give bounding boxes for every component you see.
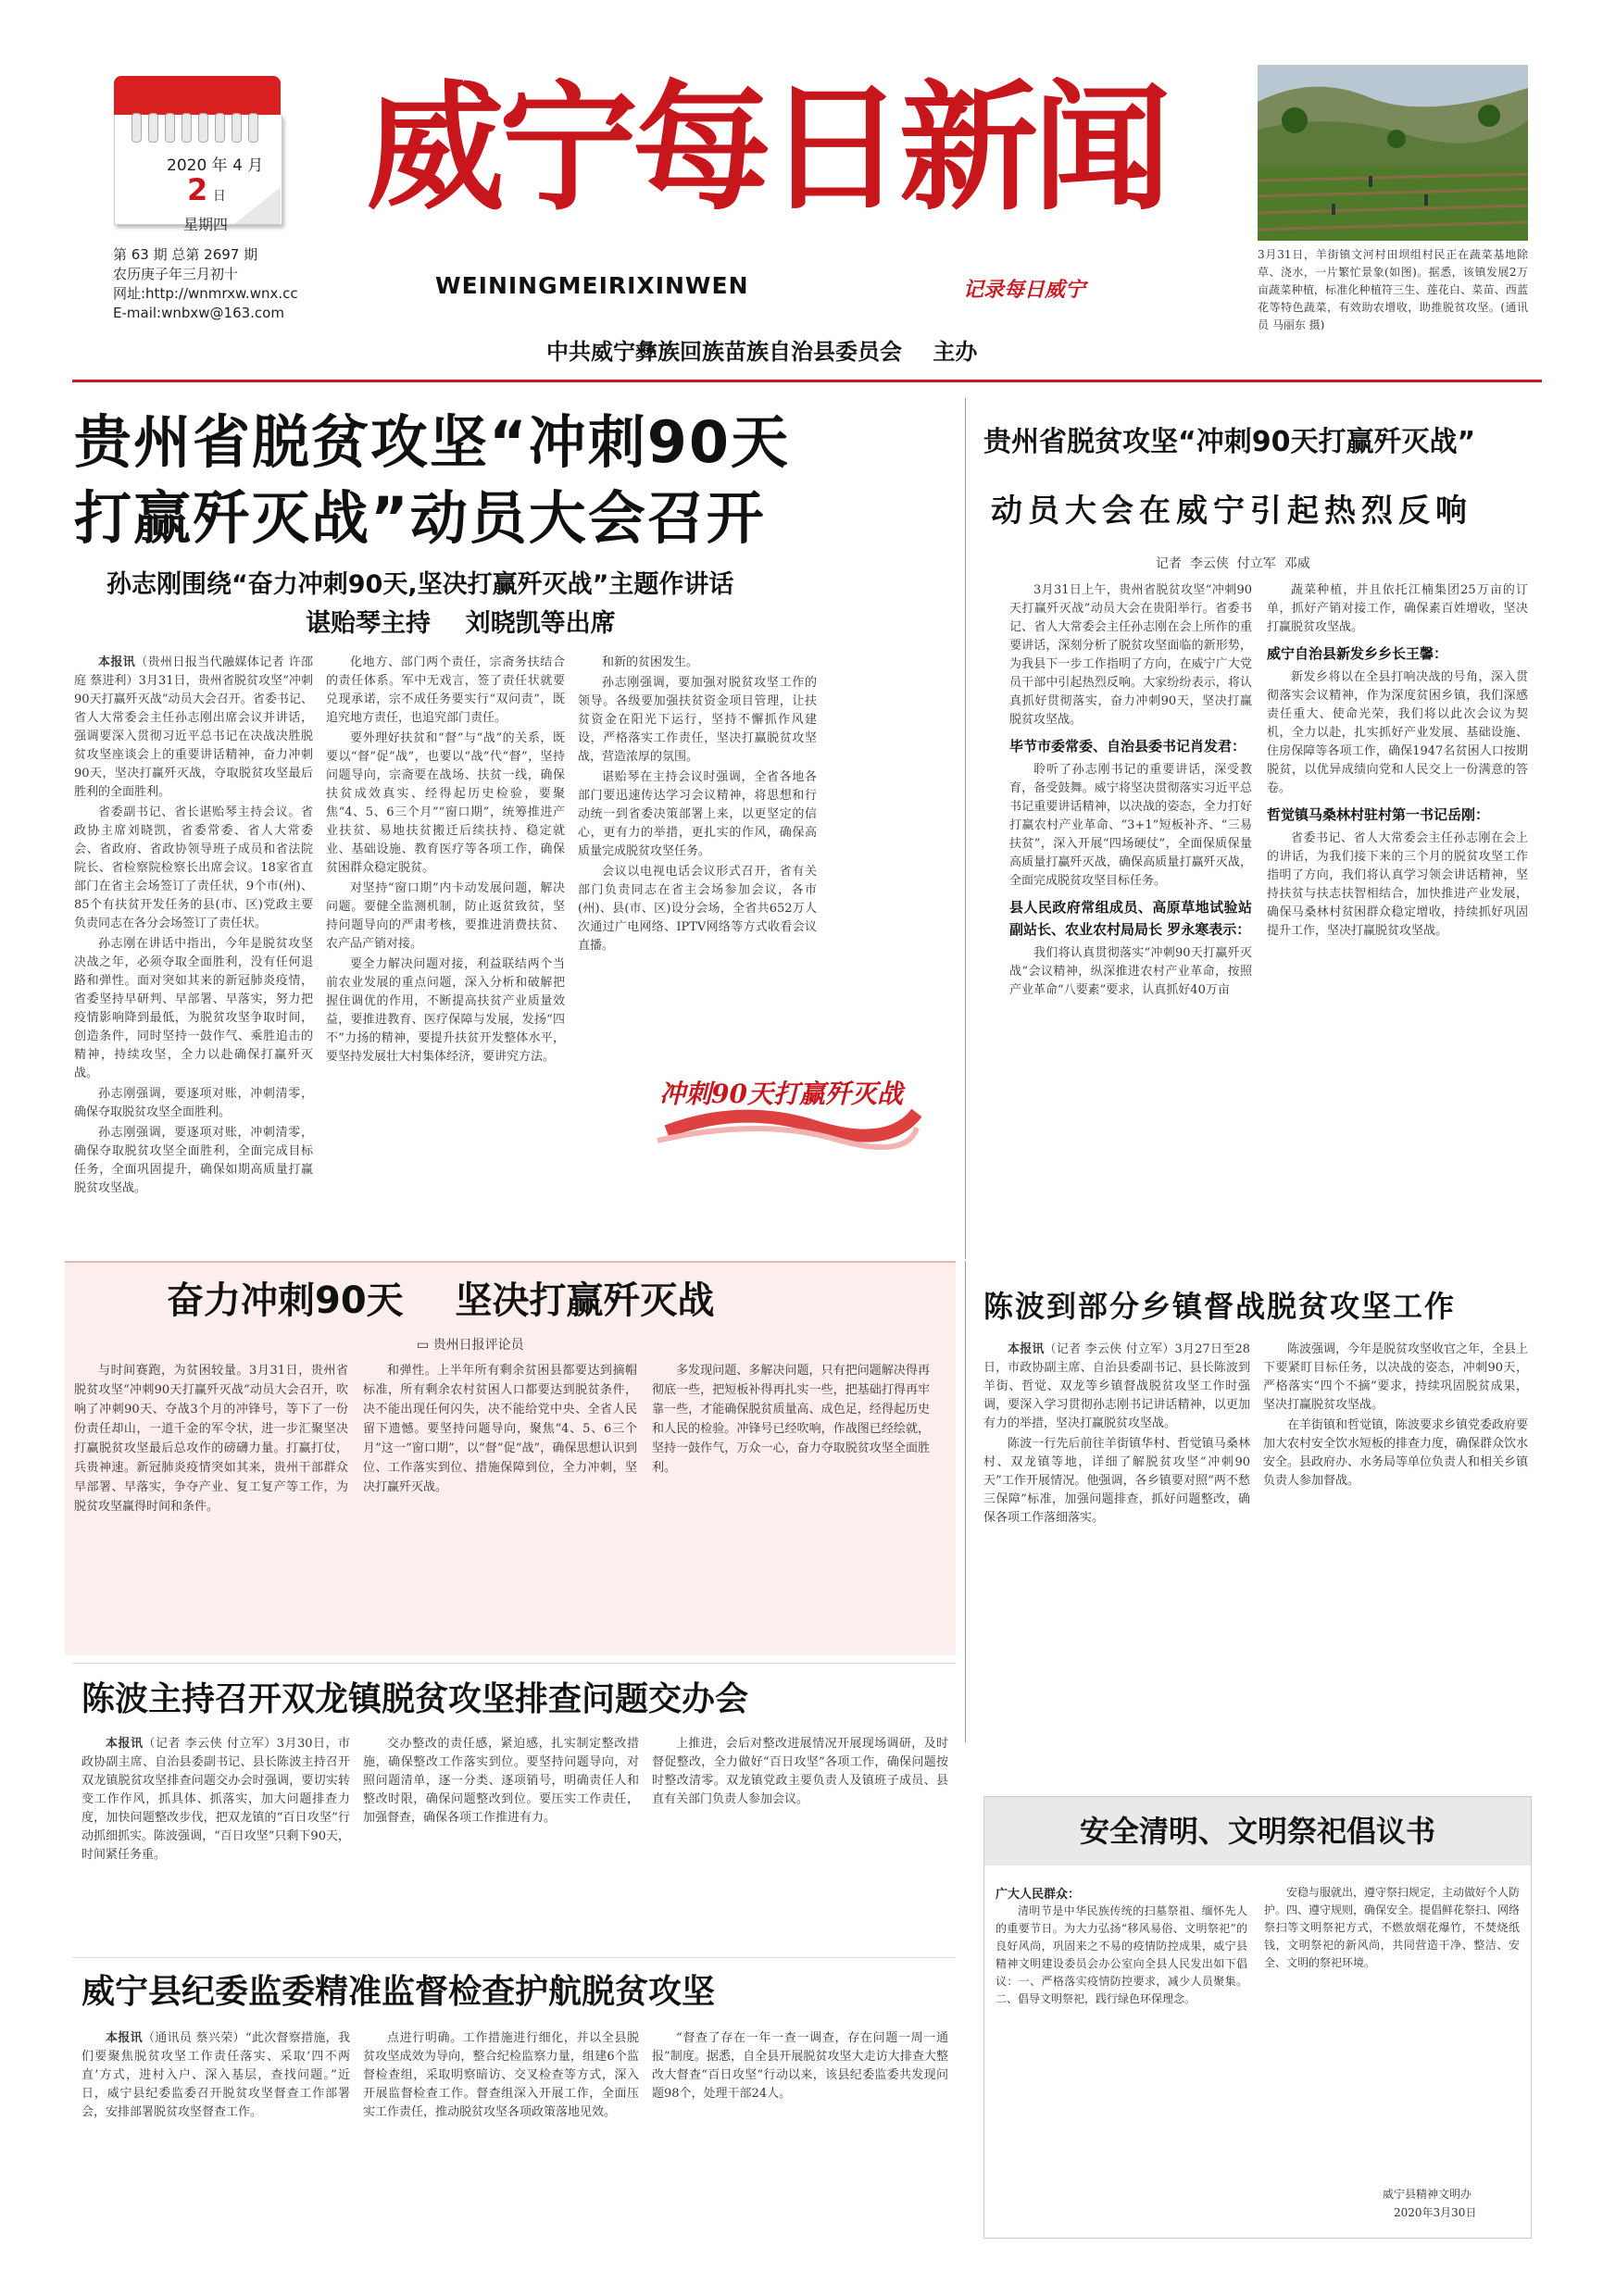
lead-leadin: 本报讯 — [98, 655, 136, 669]
chenbo-p4: 在羊街镇和哲觉镇，陈波要求乡镇党委政府要加大农村安全饮水短板的排查力度，确保群众饮水安全。县政府办、水务局等单位负责人和相关乡镇负责人参加督战。 — [1263, 1418, 1528, 1488]
commentary-box — [65, 1261, 956, 1655]
date-day: 2 — [187, 172, 208, 207]
commentary-byline — [417, 1335, 524, 1354]
jiwei-col-2 — [363, 2029, 639, 2242]
right-sub3: 威宁自治县新发乡乡长王馨： — [1267, 645, 1448, 662]
shuanglong-p1: 3月30日，市政协副主席、自治县委副书记、县长陈波主持召开双龙镇脱贫攻坚排查问题交办会时强调，要切实转变工作作风，抓具体、抓落实，加大问题排查力度，加快问题整改步伐，把双龙镇的“百日攻坚”行动抓细抓实。陈波强调，“百日攻坚”只剩下90天，时间紧任务重。 — [81, 1737, 350, 1862]
lead-headline-line1: 贵州省脱贫攻坚“冲刺90天 — [74, 408, 791, 476]
chenbo-p1: 3月27日至28日，市政协副主席、自治县委副书记、县长陈波到羊街、哲觉、双龙等乡镇督战脱贫攻坚工作时强调，要深入学习贯彻孙志刚书记讲话精神，以更加有力的举措，坚决打赢脱贫攻坚战。 — [983, 1342, 1250, 1430]
lead-p1: 3月31日，贵州省脱贫攻坚“冲刺90天打赢歼灭战”动员大会召开。省委书记、省人大常委会主任孙志刚出席会议并讲话，强调要深入贯彻习近平总书记在决战决胜脱贫攻坚座谈会上的重要讲话精神，奋力冲刺90天，坚决打赢歼灭战，夺取脱贫攻坚最后胜利的全面胜利。 — [74, 674, 313, 799]
masthead-slogan: 记录每日威宁 — [963, 278, 1086, 302]
photo-caption: 3月31日，羊街镇文河村田坝组村民正在蔬菜基地除草、浇水，一片繁忙景象(如图)。据悉，该镇发展2万亩蔬菜种植，标准化种植符三生、莲花白、菜苗、西蓝花等特色蔬菜，有效助农增收，助推脱贫攻坚。(通讯员 马丽东 摄) — [1258, 248, 1528, 331]
campaign-banner — [648, 1067, 926, 1150]
lead-byline: （贵州日报当代融媒体记者 许邵庭 蔡进利） — [74, 655, 313, 688]
jiwei-p1: “此次督察措施，我们要聚焦脱贫攻坚工作责任落实、采取‘四不两直’方式，进村入户、深入基层，查找问题。”近日，威宁县纪委监委召开脱贫攻坚督查工作部署会，安排部署脱贫攻坚督查工作。 — [81, 2031, 350, 2119]
lead-p11: 孙志刚强调，要加强对脱贫攻坚工作的领导。各级要加强扶贫资金项目管理，让扶贫资金在阳光下运行，坚持不懈抓作风建设，严格落实工作责任，坚决打赢脱贫攻坚战，营造浓厚的氛围。 — [578, 676, 817, 764]
lead-p8: 对坚持“窗口期”内卡动发展问题，解决问题。要健全监测机制，防止返贫致贫，坚持问题导向的严肃考核，要推进消费扶贫、农产品产销对接。 — [326, 881, 565, 951]
lead-headline-line2: 打赢歼灭战”动员大会召开 — [74, 484, 766, 552]
issue-info — [113, 245, 344, 323]
chenbo-headline: 陈波到部分乡镇督战脱贫攻坚工作 — [983, 1289, 1457, 1324]
jiwei-col-1 — [81, 2029, 350, 2242]
proposal-col-1 — [996, 1903, 1247, 2217]
right-column-2 — [1267, 581, 1528, 1254]
proposal-signer: 威宁县精神文明办 — [1383, 2188, 1472, 2201]
shuanglong-col-3 — [652, 1735, 948, 1948]
calendar-block — [74, 57, 335, 261]
proposal-greeting: 广大人民群众： — [996, 1888, 1081, 1902]
lead-p13: 会议以电视电话会议形式召开，省有关部门负责同志在省主会场参加会议，各市(州)、县(市、区)设分会场，全省共652万人次通过广电网络、IPTV网络等方式收看会议直播。 — [578, 865, 817, 953]
jiwei-leadin: 本报讯 — [106, 2031, 143, 2045]
chenbo-column-2 — [1263, 1341, 1528, 1776]
news-photo — [1258, 65, 1528, 241]
right-sub4-text: 省委书记、省人大常委会主任孙志刚在会上的讲话，为我们接下来的三个月的脱贫攻坚工作指明了方向，我们将认真学习领会讲话精神，坚持扶贫与扶志扶智相结合，加快推进产业发展，确保马桑林村贫困群众稳定增收，持续抓好巩固提升工作，坚决打赢脱贫攻坚战。 — [1267, 831, 1528, 938]
lunar-date: 农历庚子年三月初十 — [113, 266, 239, 282]
weekday: 星期四 — [183, 216, 229, 233]
date-day-unit: 日 — [212, 189, 226, 204]
right-headline-line1: 贵州省脱贫攻坚“冲刺90天打赢歼灭战” — [983, 426, 1476, 458]
lead-p9: 要全力解决问题对接，利益联结两个当前农业发展的重点问题，深入分析和破解把握住调优的作用，不断提高扶贫产业质量效益，要推进教育、医疗保障与发展，发扬“四不”力扬的精神，要提升扶贫开发整体水平，要坚持发展壮大村集体经济，要讲究方法。 — [326, 957, 565, 1064]
banner-text: 冲刺90天打赢歼灭战 — [659, 1079, 903, 1109]
right-intro: 3月31日上午，贵州省脱贫攻坚“冲刺90天打赢歼灭战”动员大会在贵阳举行。省委书记、省人大常委会主任孙志刚在会上所作的重要讲话，深刻分析了脱贫攻坚面临的新形势，为我县下一步工作指明了方向，在威宁广大党员干部中引起热烈反响。大家纷纷表示，将认真抓好贯彻落实，奋力冲刺90天，坚决打赢脱贫攻坚战。 — [1009, 583, 1252, 727]
commentary-text-3: 多发现问题、多解决问题，只有把问题解决得再彻底一些，把短板补得再扎实一些，把基础打得再牢靠一些，才能确保脱贫质量高、成色足，经得起历史和人民的检验。冲锋号已经吹响，作战图已经绘就，坚持一鼓作气，万众一心，奋力夺取脱贫攻坚全面胜利。 — [652, 1364, 930, 1475]
proposal-text-1: 清明节是中华民族传统的扫墓祭祖、缅怀先人的重要节日。为大力弘扬“移风易俗、文明祭祀”的良好风尚，巩固来之不易的疫情防控成果，威宁县精神文明建设委员会办公室向全县人民发出如下倡议：一、严格落实疫情防控要求，减少人员聚集。二、倡导文明祭祀，践行绿色环保理念。 — [996, 1904, 1247, 2005]
masthead-pinyin: WEININGMEIRIXINWEN — [435, 272, 749, 299]
website: 网址:http://wnmrxw.wnx.cc — [113, 285, 298, 302]
right-sub1: 毕节市委常委、自治县委书记肖发君： — [1009, 738, 1246, 755]
commentary-byline-icon: ▭ — [417, 1338, 433, 1353]
lead-p2: 省委副书记、省长谌贻琴主持会议。省政协主席刘晓凯，省委常委、省人大常委会、省政府、省政协领导班子成员和省法院院长、省检察院检察长出席会议。18家省直部门在省主会场签订了责任状，9个市(州)、85个有扶贫开发任务的县(市、区)党政主要负责同志在各分会场签订了责任状。 — [74, 805, 313, 930]
right-column-1 — [1009, 581, 1252, 1254]
right-byline: 记者 李云侠 付立军 邓威 — [1156, 556, 1310, 571]
commentary-byline-text: 贵州日报评论员 — [432, 1338, 524, 1353]
proposal-col-2 — [1264, 1884, 1520, 2152]
chenbo-column-1 — [983, 1341, 1250, 1776]
chenbo-p2: 陈波一行先后前往羊街镇华村、哲觉镇马桑林村、双龙镇等地，详细了解脱贫攻坚“冲刺90天”工作开展情况。他强调，各乡镇要对照“两不愁三保障”标准，加强问题排查，抓好问题整改，确保各项工作落细落实。 — [983, 1437, 1250, 1525]
right-sub1-text: 聆听了孙志刚书记的重要讲话，深受教育，备受鼓舞。威宁将坚决贯彻落实习近平总书记重要讲话精神，以决战的姿态，全力打好打赢农村产业革命、“3+1”短板补齐、“三易扶贫”，深入开展“四场硬仗”，全面保质保量高质量打赢歼灭战，确保高质量打赢歼灭战，全面完成脱贫攻坚目标任务。 — [1009, 763, 1252, 888]
jiwei-col-3 — [652, 2029, 948, 2242]
proposal-headline: 安全清明、文明祭祀倡议书 — [984, 1797, 1531, 1866]
masthead-title: 威宁每日新闻 — [366, 67, 1167, 230]
lead-p3: 孙志刚在讲话中指出，今年是脱贫攻坚决战之年，必须夺取全面胜利，没有任何退路和弹性。面对突如其来的新冠肺炎疫情，省委坚持早研判、早部署、早落实，努力把疫情影响降到最低，为脱贫攻坚争取时间，创造条件，同时坚持一鼓作气、乘胜追击的精神，持续攻坚，全力以赴确保打赢歼灭战。 — [74, 937, 313, 1080]
jiwei-headline: 威宁县纪委监委精准监督检查护航脱贫攻坚 — [81, 1973, 716, 2011]
proposal-box — [983, 1796, 1532, 2239]
lead-column-1 — [74, 654, 313, 1259]
date-year-month: 2020 年 4 月 — [167, 156, 264, 175]
chenbo-byline: （记者 李云侠 付立军） — [1044, 1342, 1175, 1356]
jiwei-p2: 点进行明确。工作措施进行细化，并以全县脱贫攻坚成效为导向，整合纪检监察力量，组建6个监督检查组，采取明察暗访、交叉检查等方式，深入开展监督检查工作。督查组深入开展工作，全面压实工作责任，推动脱贫攻坚各项政策落地见效。 — [363, 2031, 639, 2119]
proposal-date: 2020年3月30日 — [1394, 2206, 1477, 2219]
commentary-col-3 — [652, 1361, 930, 1648]
lead-p7: 要外理好扶贫和“督”与“战”的关系，既要以“督”促“战”，也要以“战”代“督”，坚持问题导向，宗斋要在战场、扶贫一线，确保扶贫成效真实、经得起历史检验，要聚焦“4、5、6三个月”“窗口期”，统筹推进产业扶贫、易地扶贫搬迁后续扶持、稳定就业、基础设施、教育医疗等各项工作，确保贫困群众稳定脱贫。 — [326, 731, 565, 875]
shuanglong-headline: 陈波主持召开双龙镇脱贫攻坚排查问题交办会 — [81, 1680, 749, 1718]
proposal-text-2: 安稳与服就出，遵守祭扫规定，主动做好个人防护。四、遵守规则，确保安全。提倡鲜花祭扫、网络祭扫等文明祭祀方式，不燃放烟花爆竹，不焚烧纸钱，文明祭祀的新风尚，共同营造干净、整洁、安全、文明的祭祀环境。 — [1264, 1886, 1520, 1969]
lead-column-2 — [326, 654, 565, 1259]
right-sub3-text: 新发乡将以在全县打响决战的号角，深入贯彻落实会议精神，作为深度贫困乡镇，我们深感责任重大、使命光荣，我们将以此次会议为契机，全力以赴，扎实抓好产业发展、基础设施、住房保障等各项工作，确保1947名贫困人口按期脱贫，以优异成绩向党和人民交上一份满意的答卷。 — [1267, 670, 1528, 795]
jiwei-p3: “督查了存在一年一查一调查，存在问题一周一通报”制度。据悉，自全县开展脱贫攻坚大走访大排查大整改大督查“百日攻坚”行动以来，该县纪委监委共发现问题98个，处理干部24人。 — [652, 2031, 948, 2101]
lead-p12: 谌贻琴在主持会议时强调，全省各地各部门要迅速传达学习会议精神，将思想和行动统一到省委决策部署上来，以更坚定的信心，更有力的举措，更扎实的作风，确保高质量完成脱贫攻坚任务。 — [578, 770, 817, 858]
commentary-headline: 奋力冲刺90天 坚决打赢歼灭战 — [167, 1279, 715, 1322]
email: E-mail:wnbxw@163.com — [113, 305, 284, 321]
lead-column-3 — [578, 654, 817, 1061]
lead-p5: 孙志刚强调，要逐项对账，冲刺清零，确保夺取脱贫攻坚全面胜利，全面完成目标任务，全面巩固提升，确保如期高质量打赢脱贫攻坚战。 — [74, 1126, 313, 1195]
commentary-text-2: 和弹性。上半年所有剩余贫困县都要达到摘帽标准，所有剩余农村贫困人口都要达到脱贫条件，决不能出现任何闪失，决不能给党中央、全省人民留下遗憾。要坚持问题导向，聚焦“4、5、6三个月”这一“窗口期”，以“督”促“战”，确保思想认识到位、工作落实到位、措施保障到位，全力冲刺，坚决打赢歼灭战。 — [363, 1364, 637, 1494]
shuanglong-leadin: 本报讯 — [106, 1737, 144, 1751]
right-col2-intro: 蔬菜种植，并且依托江楠集团25万亩的订单，抓好产销对接工作，确保素百姓增收，坚决打赢脱贫攻坚战。 — [1267, 583, 1528, 634]
lead-p10: 和新的贫困发生。 — [602, 655, 699, 669]
shuanglong-col-2 — [363, 1735, 639, 1948]
chenbo-leadin: 本报讯 — [1008, 1342, 1045, 1356]
jiwei-byline: （通讯员 蔡兴荣） — [142, 2031, 245, 2045]
chenbo-p3: 陈波强调，今年是脱贫攻坚收官之年，全县上下要紧盯目标任务，以决战的姿态，冲刺90天，严格落实“四个不摘”要求，持续巩固脱贫成果，坚决打赢脱贫攻坚战。 — [1263, 1342, 1528, 1412]
shuanglong-col-1 — [81, 1735, 350, 1948]
right-sub2-text: 我们将认真贯彻落实“冲刺90天打赢歼灭战”会议精神，纵深推进农村产业革命，按照产业革命“八要素”要求，认真抓好40万亩 — [1009, 946, 1252, 997]
right-sub4: 哲觉镇马桑林村驻村第一书记岳刚： — [1267, 806, 1490, 823]
commentary-text-1: 与时间赛跑，为贫困较量。3月31日，贵州省脱贫攻坚“冲刺90天打赢歼灭战”动员大会召开，吹响了冲刺90天、夺战3个月的冲锋号，等下了一份份责任却山，一道千金的军令状，进一步汇聚坚决打赢脱贫攻坚最后总攻作的磅礴力量。打赢打仗，兵贵神速。新冠肺炎疫情突如其来，贵州干部群众早部署、早落实，争夺产业、复工复产等工作，为脱贫攻坚赢得时间和条件。 — [74, 1364, 348, 1514]
commentary-col-2 — [363, 1361, 637, 1648]
lead-subtitle1: 孙志刚围绕“奋力冲刺90天,坚决打赢歼灭战”主题作讲话 — [106, 570, 734, 599]
lead-p4: 孙志刚强调，要逐项对账，冲刺清零，确保夺取脱贫攻坚全面胜利。 — [74, 1087, 313, 1119]
masthead-sponsor: 中共威宁彝族回族苗族自治县委员会 主办 — [546, 339, 978, 365]
shuanglong-p3: 上推进，会后对整改进展情况开展现场调研，及时督促整改，全力做好“百日攻坚”各项工作，确保问题按时整改清零。双龙镇党政主要负责人及镇班子成员、县直有关部门负责人参加会议。 — [652, 1737, 948, 1806]
lead-p6: 化地方、部门两个责任，宗斋务扶结合的责任体系。军中无戏言，签了责任状就要兑现承诺，宗不成任务要实行“双问责”，既追究地方责任，也追究部门责任。 — [326, 655, 565, 725]
issue-line: 第 63 期 总第 2697 期 — [113, 246, 258, 263]
right-sub2: 县人民政府常组成员、高原草地试验站副站长、农业农村局局长 罗永寒表示： — [1009, 899, 1252, 938]
shuanglong-p2: 交办整改的责任感，紧迫感，扎实制定整改措施，确保整改工作落实到位。要坚持问题导向，对照问题清单，逐一分类、逐项销号，明确责任人和整改时限，确保问题整改到位。要压实工作责任，加强督查，确保各项工作推进有力。 — [363, 1737, 639, 1825]
right-headline-line2: 动员大会在威宁引起热烈反响 — [991, 493, 1472, 530]
lead-subtitle2: 谌贻琴主持 刘晓凯等出席 — [306, 609, 616, 638]
shuanglong-byline: （记者 李云侠 付立军） — [143, 1737, 277, 1751]
commentary-col-1 — [74, 1361, 348, 1648]
